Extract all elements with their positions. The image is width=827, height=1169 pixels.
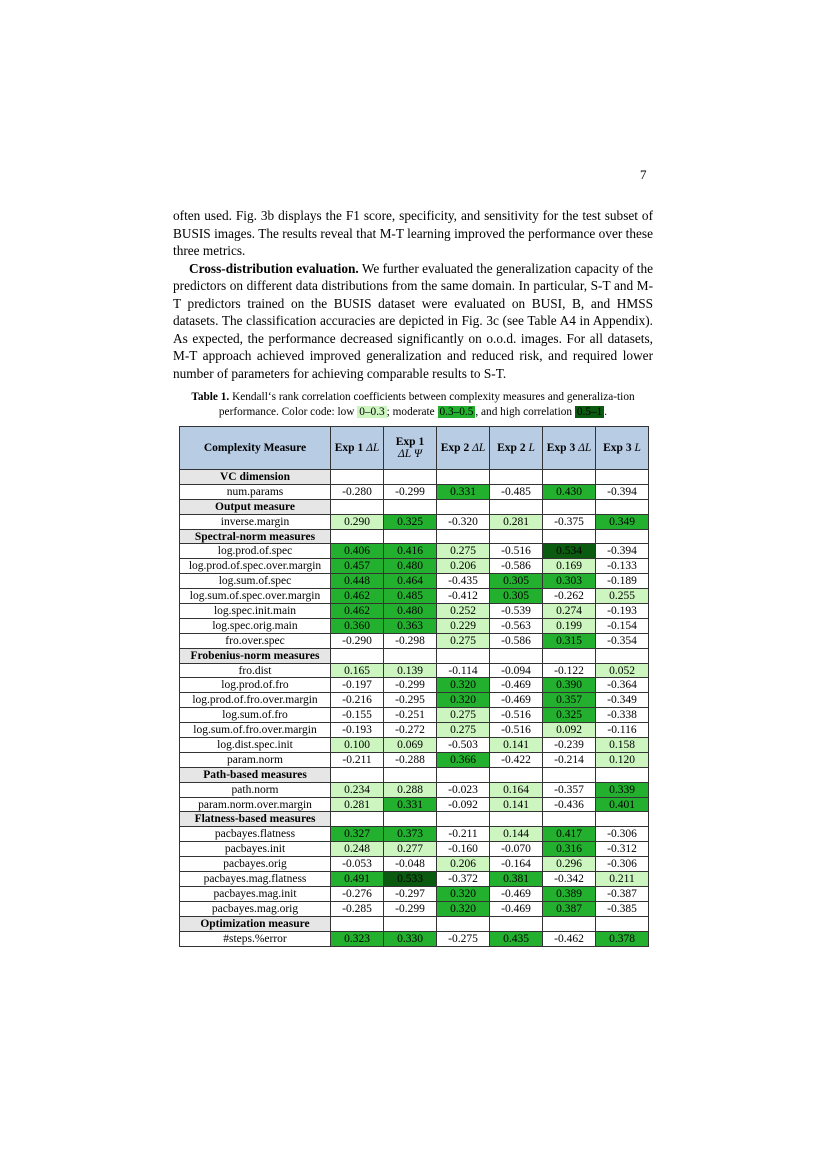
header-exp3 (543, 427, 596, 470)
value-cell: -0.306 (596, 857, 649, 872)
value-cell: 0.373 (384, 827, 437, 842)
measure-name: num.params (180, 484, 331, 499)
value-cell: 0.211 (596, 872, 649, 887)
table-row (180, 931, 649, 946)
section-blank-cell (596, 499, 649, 514)
header-text: Exp 1 (395, 436, 425, 448)
value-cell: 0.320 (437, 693, 490, 708)
value-cell: -0.070 (490, 842, 543, 857)
value-cell: -0.094 (490, 663, 543, 678)
value-cell: 0.435 (490, 931, 543, 946)
table-row (180, 678, 649, 693)
section-blank-cell (543, 470, 596, 485)
measure-name: path.norm (180, 782, 331, 797)
value-cell: 0.165 (331, 663, 384, 678)
header-exp1-psi (384, 427, 437, 470)
measure-name: log.sum.of.spec (180, 574, 331, 589)
header-exp2-l (490, 427, 543, 470)
section-blank-cell (384, 916, 437, 931)
body-text (173, 207, 653, 382)
value-cell: -0.193 (331, 723, 384, 738)
header-text: Exp 2 (497, 442, 529, 454)
section-blank-cell (437, 648, 490, 663)
value-cell: 0.275 (437, 633, 490, 648)
table-row (180, 901, 649, 916)
value-cell: 0.120 (596, 752, 649, 767)
value-cell: 0.416 (384, 544, 437, 559)
value-cell: -0.320 (437, 514, 490, 529)
measure-name: log.spec.orig.main (180, 618, 331, 633)
measure-name: pacbayes.flatness (180, 827, 331, 842)
table-row (180, 886, 649, 901)
value-cell: 0.378 (596, 931, 649, 946)
value-cell: 0.406 (331, 544, 384, 559)
paragraph: often used. Fig. 3b displays the F1 score, specificity, and sensitivity for the test subset of BUSIS images. The results reveal that M-T learning improved the performance over these three metrics. (173, 208, 653, 258)
value-cell: 0.275 (437, 723, 490, 738)
value-cell: -0.462 (543, 931, 596, 946)
value-cell: 0.252 (437, 604, 490, 619)
value-cell: 0.274 (543, 604, 596, 619)
header-complexity-measure: Complexity Measure (180, 427, 331, 470)
section-blank-cell (331, 767, 384, 782)
value-cell: -0.290 (331, 633, 384, 648)
section-blank-cell (331, 470, 384, 485)
measure-name: pacbayes.mag.orig (180, 901, 331, 916)
value-cell: 0.533 (384, 872, 437, 887)
header-symbol: L (634, 442, 641, 454)
value-cell: 0.462 (331, 589, 384, 604)
header-symbol: L (528, 442, 535, 454)
value-cell: 0.141 (490, 797, 543, 812)
value-cell: -0.312 (596, 842, 649, 857)
value-cell: -0.469 (490, 901, 543, 916)
value-cell: -0.155 (331, 708, 384, 723)
value-cell: 0.255 (596, 589, 649, 604)
value-cell: -0.193 (596, 604, 649, 619)
table-row (180, 484, 649, 499)
value-cell: 0.303 (543, 574, 596, 589)
table-row (180, 589, 649, 604)
section-blank-cell (596, 470, 649, 485)
section-blank-cell (490, 767, 543, 782)
section-row (180, 499, 649, 514)
table-row (180, 842, 649, 857)
value-cell: -0.280 (331, 484, 384, 499)
run-in-heading: Cross-distribution evaluation. (189, 260, 359, 276)
value-cell: 0.316 (543, 842, 596, 857)
section-blank-cell (596, 767, 649, 782)
table-row (180, 857, 649, 872)
section-blank-cell (437, 470, 490, 485)
section-blank-cell (331, 648, 384, 663)
value-cell: 0.164 (490, 782, 543, 797)
section-blank-cell (543, 648, 596, 663)
value-cell: -0.299 (384, 484, 437, 499)
measure-name: pacbayes.mag.flatness (180, 872, 331, 887)
table-row (180, 827, 649, 842)
value-cell: 0.275 (437, 544, 490, 559)
value-cell: 0.387 (543, 901, 596, 916)
value-cell: -0.586 (490, 559, 543, 574)
value-cell: -0.516 (490, 708, 543, 723)
value-cell: -0.349 (596, 693, 649, 708)
value-cell: -0.563 (490, 618, 543, 633)
value-cell: 0.281 (331, 797, 384, 812)
value-cell: -0.164 (490, 857, 543, 872)
measure-name: fro.dist (180, 663, 331, 678)
value-cell: -0.275 (437, 931, 490, 946)
section-row (180, 767, 649, 782)
value-cell: -0.299 (384, 901, 437, 916)
value-cell: -0.469 (490, 693, 543, 708)
value-cell: -0.211 (331, 752, 384, 767)
value-cell: -0.372 (437, 872, 490, 887)
section-blank-cell (437, 499, 490, 514)
section-title: Path-based measures (180, 767, 331, 782)
section-blank-cell (437, 767, 490, 782)
value-cell: -0.516 (490, 544, 543, 559)
table-row (180, 514, 649, 529)
value-cell: 0.277 (384, 842, 437, 857)
value-cell: -0.357 (543, 782, 596, 797)
section-title: Output measure (180, 499, 331, 514)
value-cell: -0.216 (331, 693, 384, 708)
value-cell: -0.485 (490, 484, 543, 499)
value-cell: -0.092 (437, 797, 490, 812)
header-exp1 (331, 427, 384, 470)
table-header-row (180, 427, 649, 470)
value-cell: 0.169 (543, 559, 596, 574)
table-caption (173, 390, 653, 420)
value-cell: -0.297 (384, 886, 437, 901)
section-blank-cell (384, 529, 437, 544)
caption-end: . (604, 406, 608, 418)
section-blank-cell (596, 916, 649, 931)
value-cell: -0.435 (437, 574, 490, 589)
value-cell: 0.390 (543, 678, 596, 693)
section-blank-cell (490, 812, 543, 827)
value-cell: -0.354 (596, 633, 649, 648)
value-cell: -0.338 (596, 708, 649, 723)
section-title: VC dimension (180, 470, 331, 485)
table-row (180, 633, 649, 648)
section-blank-cell (543, 767, 596, 782)
header-symbol: ΔL Ψ (398, 448, 422, 460)
table-row (180, 708, 649, 723)
header-symbol: ΔL (366, 442, 380, 454)
value-cell: -0.298 (384, 633, 437, 648)
value-cell: 0.462 (331, 604, 384, 619)
value-cell: 0.139 (384, 663, 437, 678)
header-symbol: ΔL (578, 442, 592, 454)
measure-name: log.spec.init.main (180, 604, 331, 619)
value-cell: -0.503 (437, 738, 490, 753)
value-cell: -0.114 (437, 663, 490, 678)
section-blank-cell (331, 812, 384, 827)
value-cell: 0.296 (543, 857, 596, 872)
section-row (180, 648, 649, 663)
section-blank-cell (437, 812, 490, 827)
section-title: Spectral-norm measures (180, 529, 331, 544)
caption-text-tail: , and high correlation (475, 406, 575, 418)
section-blank-cell (490, 470, 543, 485)
value-cell: -0.364 (596, 678, 649, 693)
section-blank-cell (543, 916, 596, 931)
value-cell: 0.305 (490, 589, 543, 604)
value-cell: 0.485 (384, 589, 437, 604)
section-row (180, 470, 649, 485)
section-blank-cell (543, 529, 596, 544)
section-blank-cell (384, 812, 437, 827)
header-exp2 (437, 427, 490, 470)
value-cell: 0.331 (437, 484, 490, 499)
value-cell: 0.480 (384, 604, 437, 619)
value-cell: 0.320 (437, 901, 490, 916)
value-cell: -0.214 (543, 752, 596, 767)
section-row (180, 916, 649, 931)
value-cell: 0.331 (384, 797, 437, 812)
value-cell: 0.229 (437, 618, 490, 633)
measure-name: log.prod.of.spec.over.margin (180, 559, 331, 574)
value-cell: -0.469 (490, 886, 543, 901)
value-cell: 0.315 (543, 633, 596, 648)
measure-name: param.norm (180, 752, 331, 767)
section-blank-cell (490, 916, 543, 931)
value-cell: -0.053 (331, 857, 384, 872)
value-cell: 0.158 (596, 738, 649, 753)
section-blank-cell (490, 529, 543, 544)
measure-name: pacbayes.init (180, 842, 331, 857)
kendall-correlation-table (179, 426, 649, 947)
table-row (180, 723, 649, 738)
value-cell: 0.320 (437, 678, 490, 693)
section-blank-cell (437, 529, 490, 544)
value-cell: 0.349 (596, 514, 649, 529)
section-blank-cell (384, 767, 437, 782)
section-blank-cell (384, 499, 437, 514)
value-cell: 0.320 (437, 886, 490, 901)
value-cell: -0.272 (384, 723, 437, 738)
table-row (180, 663, 649, 678)
measure-name: param.norm.over.margin (180, 797, 331, 812)
value-cell: 0.281 (490, 514, 543, 529)
cross-distribution-paragraph (173, 260, 653, 383)
header-symbol: ΔL (472, 442, 486, 454)
value-cell: 0.275 (437, 708, 490, 723)
header-text: Exp 1 (334, 442, 367, 454)
value-cell: 0.430 (543, 484, 596, 499)
caption-text: Kendall‘s rank correlation coefficients between complexity measures and generaliza-tion performance. Color code: low (218, 391, 635, 418)
section-blank-cell (384, 648, 437, 663)
section-blank-cell (543, 499, 596, 514)
section-blank-cell (331, 916, 384, 931)
value-cell: -0.375 (543, 514, 596, 529)
value-cell: 0.206 (437, 559, 490, 574)
value-cell: 0.323 (331, 931, 384, 946)
value-cell: 0.327 (331, 827, 384, 842)
measure-name: inverse.margin (180, 514, 331, 529)
value-cell: 0.144 (490, 827, 543, 842)
section-blank-cell (596, 648, 649, 663)
measure-name: #steps.%error (180, 931, 331, 946)
table-row (180, 797, 649, 812)
table-row (180, 752, 649, 767)
table-row (180, 782, 649, 797)
value-cell: -0.160 (437, 842, 490, 857)
value-cell: 0.305 (490, 574, 543, 589)
value-cell: 0.464 (384, 574, 437, 589)
value-cell: 0.100 (331, 738, 384, 753)
value-cell: 0.357 (543, 693, 596, 708)
value-cell: 0.389 (543, 886, 596, 901)
caption-label: Table 1. (191, 391, 230, 403)
value-cell: -0.342 (543, 872, 596, 887)
value-cell: 0.199 (543, 618, 596, 633)
value-cell: 0.381 (490, 872, 543, 887)
section-blank-cell (596, 529, 649, 544)
value-cell: -0.436 (543, 797, 596, 812)
table-row (180, 872, 649, 887)
value-cell: 0.248 (331, 842, 384, 857)
value-cell: -0.394 (596, 544, 649, 559)
measure-name: log.dist.spec.init (180, 738, 331, 753)
value-cell: -0.387 (596, 886, 649, 901)
value-cell: -0.385 (596, 901, 649, 916)
value-cell: -0.251 (384, 708, 437, 723)
measure-name: log.sum.of.fro.over.margin (180, 723, 331, 738)
measure-name: log.prod.of.spec (180, 544, 331, 559)
value-cell: -0.422 (490, 752, 543, 767)
section-title: Flatness-based measures (180, 812, 331, 827)
table-row (180, 574, 649, 589)
section-title: Frobenius-norm measures (180, 648, 331, 663)
measure-name: log.sum.of.fro (180, 708, 331, 723)
section-row (180, 529, 649, 544)
measure-name: pacbayes.mag.init (180, 886, 331, 901)
section-blank-cell (437, 916, 490, 931)
value-cell: -0.189 (596, 574, 649, 589)
value-cell: -0.516 (490, 723, 543, 738)
value-cell: -0.197 (331, 678, 384, 693)
table-row (180, 604, 649, 619)
value-cell: -0.154 (596, 618, 649, 633)
measure-name: log.prod.of.fro.over.margin (180, 693, 331, 708)
value-cell: 0.092 (543, 723, 596, 738)
value-cell: 0.366 (437, 752, 490, 767)
section-blank-cell (596, 812, 649, 827)
value-cell: -0.133 (596, 559, 649, 574)
section-blank-cell (384, 470, 437, 485)
value-cell: -0.469 (490, 678, 543, 693)
caption-text-mid: ; moderate (386, 406, 438, 418)
value-cell: 0.288 (384, 782, 437, 797)
value-cell: -0.211 (437, 827, 490, 842)
value-cell: -0.239 (543, 738, 596, 753)
value-cell: -0.412 (437, 589, 490, 604)
value-cell: -0.276 (331, 886, 384, 901)
header-text: Exp 3 (546, 442, 579, 454)
measure-name: fro.over.spec (180, 633, 331, 648)
value-cell: 0.491 (331, 872, 384, 887)
section-blank-cell (543, 812, 596, 827)
section-blank-cell (490, 499, 543, 514)
value-cell: 0.401 (596, 797, 649, 812)
value-cell: 0.330 (384, 931, 437, 946)
value-cell: 0.052 (596, 663, 649, 678)
value-cell: 0.417 (543, 827, 596, 842)
value-cell: -0.122 (543, 663, 596, 678)
value-cell: -0.288 (384, 752, 437, 767)
value-cell: 0.234 (331, 782, 384, 797)
table-row (180, 618, 649, 633)
value-cell: -0.262 (543, 589, 596, 604)
table-body (180, 470, 649, 947)
value-cell: 0.480 (384, 559, 437, 574)
table-row (180, 738, 649, 753)
value-cell: -0.285 (331, 901, 384, 916)
measure-name: pacbayes.orig (180, 857, 331, 872)
value-cell: 0.325 (384, 514, 437, 529)
section-blank-cell (331, 499, 384, 514)
value-cell: 0.069 (384, 738, 437, 753)
value-cell: 0.534 (543, 544, 596, 559)
value-cell: 0.290 (331, 514, 384, 529)
section-blank-cell (490, 648, 543, 663)
value-cell: 0.339 (596, 782, 649, 797)
value-cell: -0.394 (596, 484, 649, 499)
value-cell: -0.299 (384, 678, 437, 693)
value-cell: -0.306 (596, 827, 649, 842)
value-cell: -0.023 (437, 782, 490, 797)
section-row (180, 812, 649, 827)
value-cell: 0.457 (331, 559, 384, 574)
measure-name: log.sum.of.spec.over.margin (180, 589, 331, 604)
value-cell: -0.116 (596, 723, 649, 738)
measure-name: log.prod.of.fro (180, 678, 331, 693)
value-cell: -0.048 (384, 857, 437, 872)
moderate-range-swatch: 0.3–0.5 (439, 406, 474, 418)
section-title: Optimization measure (180, 916, 331, 931)
value-cell: 0.206 (437, 857, 490, 872)
value-cell: 0.448 (331, 574, 384, 589)
value-cell: 0.325 (543, 708, 596, 723)
value-cell: 0.360 (331, 618, 384, 633)
page-number: 7 (640, 167, 647, 182)
table-row (180, 559, 649, 574)
header-exp3-l (596, 427, 649, 470)
paragraph-text: We further evaluated the generalization capacity of the predictors on different data distributions from the same domain. In particular, S-T and M-T predictors trained on the BUSIS dataset were evaluated on BUSI, B, and HMSS datasets. The classification accuracies are depicted in Fig. 3c (see Table A4 in Appendix). As expected, the performance decreased significantly on o.o.d. images. For all datasets, M-T approach achieved improved generalization and reduced risk, and required lower number of parameters for achieving comparable results to S-T. (173, 260, 653, 381)
table-row (180, 693, 649, 708)
value-cell: 0.141 (490, 738, 543, 753)
header-text: Exp 2 (440, 442, 473, 454)
value-cell: -0.295 (384, 693, 437, 708)
value-cell: 0.363 (384, 618, 437, 633)
high-range-swatch: 0.5–1 (576, 406, 603, 418)
table-row (180, 544, 649, 559)
value-cell: -0.586 (490, 633, 543, 648)
low-range-swatch: 0–0.3 (359, 406, 385, 418)
header-text: Exp 3 (603, 442, 635, 454)
value-cell: -0.539 (490, 604, 543, 619)
section-blank-cell (331, 529, 384, 544)
